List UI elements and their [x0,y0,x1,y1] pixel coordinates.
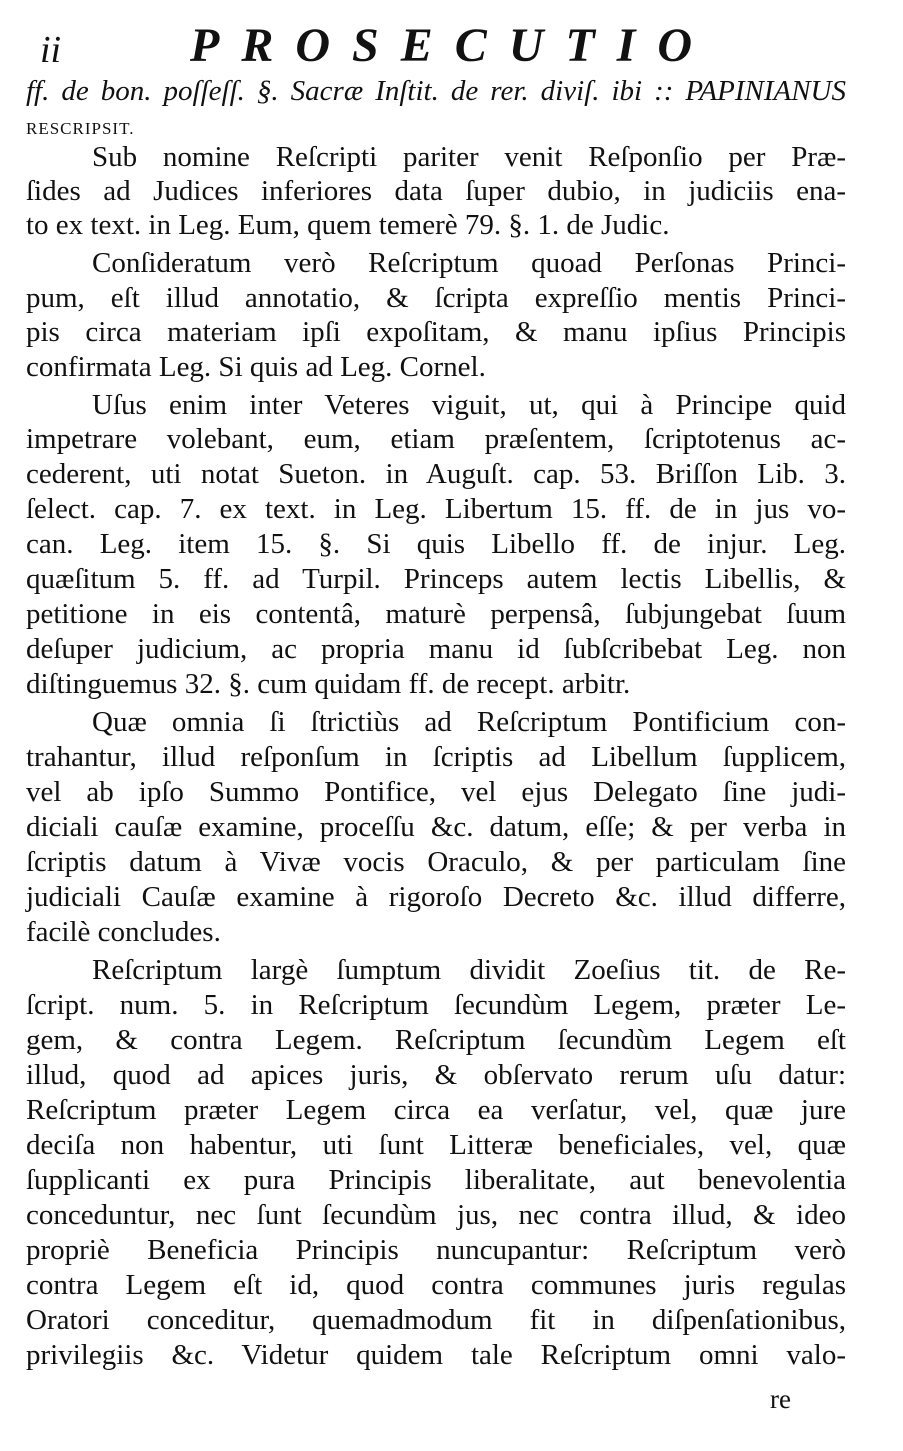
text-line: privilegiis &c. Videtur quidem tale Reſcriptum omni valo- [26,1339,846,1371]
text-line: Conſideratum verò Reſcriptum quoad Perſonas Princi- [92,247,846,279]
text-line: Quæ omnia ſi ſtrictiùs ad Reſcriptum Pontificium con- [92,706,846,738]
text-line: impetrare volebant, eum, etiam præſentem, ſcriptotenus ac- [26,423,846,455]
text-line: vel ab ipſo Summo Pontifice, vel ejus Delegato ſine judi- [26,776,846,808]
text-line: Oratori conceditur, quemadmodum fit in diſpenſationibus, [26,1304,846,1336]
page-number: ii [40,29,62,71]
running-title: PROSECUTIO [190,19,715,72]
text-line: Uſus enim inter Veteres viguit, ut, qui à Principe quid [92,389,846,421]
text-line: ſcript. num. 5. in Reſcriptum ſecundùm Legem, præter Le- [26,989,846,1021]
text-line: diſtinguemus 32. §. cum quidam ff. de recept. arbitr. [26,668,631,700]
text-line: pis circa materiam ipſi expoſitam, & manu ipſius Principis [26,316,846,348]
text-line: judiciali Cauſæ examine à rigoroſo Decreto &c. illud differre, [26,881,846,913]
text-line: trahantur, illud reſponſum in ſcriptis ad Libellum ſupplicem, [26,741,846,773]
text-line: to ex text. in Leg. Eum, quem temerè 79. §. 1. de Judic. [26,209,670,241]
text-line: diciali cauſæ examine, proceſſu &c. datum, eſſe; & per verba in [26,811,846,843]
text-line: quæſitum 5. ff. ad Turpil. Princeps autem lectis Libellis, & [26,563,846,595]
text-line: confirmata Leg. Si quis ad Leg. Cornel. [26,351,486,383]
text-line: propriè Beneficia Principis nuncupantur: Reſcriptum verò [26,1234,846,1266]
text-line: ſelect. cap. 7. ex text. in Leg. Libertum 15. ff. de in jus vo- [26,493,846,525]
text-line: Sub nomine Reſcripti pariter venit Reſponſio per Præ- [92,141,846,173]
text-line: ſides ad Judices inferiores data ſuper dubio, in judiciis ena- [26,175,846,207]
text-line: facilè concludes. [26,916,221,948]
page-header [40,14,880,70]
text-line: can. Leg. item 15. §. Si quis Libello ff. de injur. Leg. [26,528,846,560]
text-line: petitione in eis contentâ, maturè perpensâ, ſubjungebat ſuum [26,598,846,630]
text-line: cederent, uti notat Sueton. in Auguſt. cap. 53. Briſſon Lib. 3. [26,458,846,490]
text-line: illud, quod ad apices juris, & obſervato rerum uſu datur: [26,1059,846,1091]
text-line: RESCRIPSIT. [26,119,135,138]
text-line: gem, & contra Legem. Reſcriptum ſecundùm Legem eſt [26,1024,846,1056]
text-line: deciſa non habentur, uti ſunt Litteræ beneficiales, vel, quæ [26,1129,846,1161]
text-line: Reſcriptum præter Legem circa ea verſatur, vel, quæ jure [26,1094,846,1126]
text-line: deſuper judicium, ac propria manu id ſubſcribebat Leg. non [26,633,846,665]
text-line: pum, eſt illud annotatio, & ſcripta expreſſio mentis Princi- [26,282,846,314]
text-line: contra Legem eſt id, quod contra communes juris regulas [26,1269,846,1301]
text-line: Reſcriptum largè ſumptum dividit Zoeſius tit. de Re- [92,954,846,986]
text-line: ſcriptis datum à Vivæ vocis Oraculo, & per particulam ſine [26,846,846,878]
text-line: conceduntur, nec ſunt ſecundùm jus, nec contra illud, & ideo [26,1199,846,1231]
text-line: ff. de bon. poſſeſſ. §. Sacræ Inſtit. de rer. diviſ. ibi :: PAPINIANUS [26,75,846,107]
catchword: re [770,1384,791,1414]
text-line: ſupplicanti ex pura Principis liberalitate, aut benevolentia [26,1164,846,1196]
